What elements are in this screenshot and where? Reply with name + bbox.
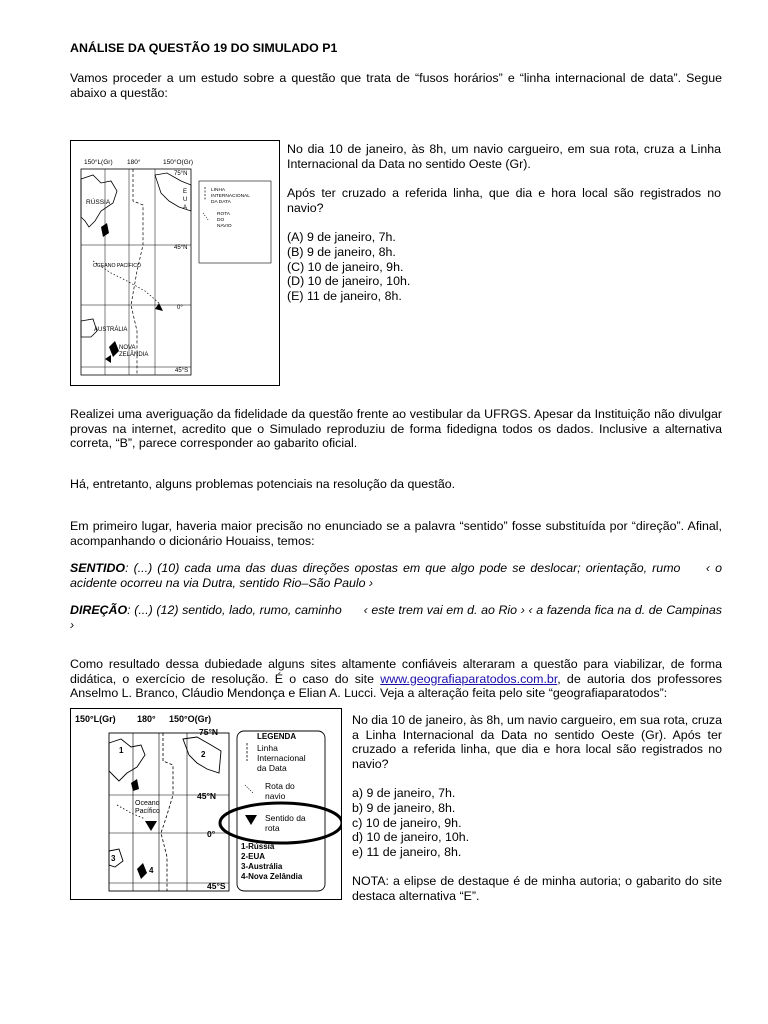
map1-lon-left: 150°L(Gr) [84, 159, 113, 166]
question2-block [352, 713, 722, 904]
question2-option-a: a) 9 de janeiro, 7h. [352, 786, 456, 801]
map2-legend-route-1: Rota do [265, 781, 295, 791]
question1-block [287, 142, 721, 303]
question2-option-e: e) 11 de janeiro, 8h. [352, 844, 462, 859]
question1-option-b: (B) 9 de janeiro, 8h. [287, 244, 396, 259]
question1-option-c: (C) 10 de janeiro, 9h. [287, 259, 404, 274]
map1-label-nz1: NOVA [119, 345, 136, 351]
map1-lat-45n: 45°N [174, 245, 188, 251]
highlight-ellipse [220, 803, 341, 843]
question2-option-d: d) 10 de janeiro, 10h. [352, 830, 470, 845]
map1-legend-route-3: NAVIO [217, 224, 232, 229]
direcao-term: DIREÇÃO [70, 603, 128, 617]
question1-options [287, 230, 721, 303]
map2-lon-left: 150°L(Gr) [75, 714, 116, 724]
map1-legend-line-1: LINHA [211, 188, 226, 193]
map1-lat-75: 75°N [174, 171, 188, 177]
map2-lon-right: 150°O(Gr) [169, 714, 212, 724]
intro-paragraph: Vamos proceder a um estudo sobre a questão que trata de “fusos horários” e “linha internacional de data”. Segue abaixo a questão: [70, 71, 722, 100]
problems-paragraph: Há, entretanto, alguns problemas potenciais na resolução da questão. [70, 477, 456, 491]
sentido-example: ‹ o acidente ocorreu na via Dutra, sentido Rio–São Paulo › [70, 561, 722, 590]
map2-lat-0: 0° [207, 829, 216, 839]
map1-label-eua-a: A [183, 205, 188, 211]
direction-legend-icon [245, 815, 257, 825]
map1-legend-route-1: ROTA [217, 212, 230, 217]
map1-lat-0: 0° [177, 305, 183, 311]
map1-lon-mid: 180° [127, 159, 141, 166]
map2-legend-line-1: Linha [257, 743, 278, 753]
pacific-map-1 [71, 141, 279, 385]
route-legend-icon [245, 785, 253, 793]
map2-legend-title: LEGENDA [257, 732, 297, 741]
map2-legend-route-2: navio [265, 791, 286, 801]
result-paragraph [70, 657, 722, 701]
sentido-term: SENTIDO [70, 561, 126, 575]
map1-label-nz2: ZELÂNDIA [119, 352, 149, 358]
map2-legend-item-4: 4-Nova Zelândia [241, 872, 303, 881]
map1-legend-route-2: DO [217, 218, 225, 223]
pacific-map-2 [71, 709, 341, 899]
map2-legend-line-2: Internacional [257, 753, 306, 763]
question1-option-a: (A) 9 de janeiro, 7h. [287, 230, 396, 245]
map2-legend-sense-1: Sentido da [265, 813, 306, 823]
map2-number-3: 3 [111, 854, 116, 863]
result-text-a: Como resultado dessa dubiedade alguns sites altamente confiáveis alteraram a questão para viabilizar, de forma didática, o exercício de resolução. É o caso do site [70, 657, 722, 686]
sentido-definition [70, 561, 722, 590]
first-point-paragraph: Em primeiro lugar, haveria maior precisão no enunciado se a palavra “sentido” fosse substituída por “direção”. Afinal, acompanhando o dicionário Houaiss, temos: [70, 519, 722, 548]
question2-stem: No dia 10 de janeiro, às 8h, um navio cargueiro, em sua rota, cruza a Linha Internacional da Data no sentido Oeste (Gr). Após ter cruzado a referida linha, que dia e hora local são registrados no navio? [352, 713, 722, 771]
direcao-example-2: ‹ a fazenda fica na d. de Campinas › [70, 603, 722, 632]
geografiaparatodos-link[interactable]: www.geografiaparatodos.com.br [380, 671, 558, 686]
question1-stem: No dia 10 de janeiro, às 8h, um navio cargueiro, em sua rota, cruza a Linha Internacional da Data no sentido Oeste (Gr). [287, 142, 721, 171]
route-legend-icon [203, 213, 209, 221]
question1-option-e: (E) 11 de janeiro, 8h. [287, 288, 402, 303]
map2-ocean-2: Pacífico [135, 808, 160, 815]
map2-lat-45n: 45°N [197, 791, 216, 801]
map1-label-australia: AUSTRÁLIA [94, 327, 128, 333]
map1-legend-line-2: INTERNACIONAL [211, 194, 250, 199]
question2-options [352, 786, 722, 859]
direcao-definition [70, 603, 722, 632]
map2-lat-45s: 45°S [207, 881, 226, 891]
map2-legend-item-3: 3-Austrália [241, 862, 283, 871]
map1-label-ocean: OCEANO PACÍFICO [93, 263, 142, 269]
map2-number-1: 1 [119, 746, 124, 755]
question1-option-d: (D) 10 de janeiro, 10h. [287, 274, 411, 289]
verification-paragraph: Realizei uma averiguação da fidelidade da questão frente ao vestibular da UFRGS. Apesar da Instituição não divulgar provas na internet, acredito que o Simulado reproduziu de forma fidedigna todos os dados. Inclusive a alternativa correta, “B”, parece corresponder ao gabarito oficial. [70, 407, 722, 451]
question2-option-c: c) 10 de janeiro, 9h. [352, 815, 462, 830]
map1-label-eua-u: U [183, 197, 188, 203]
map2-lon-mid: 180° [137, 714, 156, 724]
map2-legend-item-2: 2-EUA [241, 852, 266, 861]
map1-label-russia: RÚSSIA [86, 199, 111, 206]
question1-ask: Após ter cruzado a referida linha, que dia e hora local são registrados no navio? [287, 186, 721, 215]
map2-lat-75: 75°N [199, 727, 218, 737]
map2-ocean-1: Oceano [135, 800, 160, 807]
question2-option-b: b) 9 de janeiro, 8h. [352, 800, 456, 815]
map2-number-4: 4 [149, 866, 154, 875]
map2-legend-line-3: da Data [257, 763, 287, 773]
map2-legend-sense-2: rota [265, 823, 280, 833]
modified-question-map-figure [70, 708, 342, 900]
direcao-example-1: ‹ este trem vai em d. ao Rio › [363, 603, 525, 617]
map1-lat-45s: 45°S [175, 368, 189, 374]
ship-direction-arrow [145, 821, 157, 831]
page-title: ANÁLISE DA QUESTÃO 19 DO SIMULADO P1 [70, 41, 338, 55]
result-text-b: , de autoria dos professores Anselmo L. Branco, Cláudio Mendonça e Elian A. Lucci. Veja a alteração feita pelo site “geografiaparatodos”: [70, 671, 722, 701]
map2-legend-item-1: 1-Rússia [241, 842, 275, 851]
sentido-def: : (...) (10) cada uma das duas direções opostas em que algo pode se deslocar; orientação, rumo [125, 561, 681, 575]
map1-label-eua-e: E [183, 189, 188, 195]
question-map-figure [70, 140, 280, 386]
map1-legend-line-3: DA DATA [211, 200, 231, 205]
direcao-def: : (...) (12) sentido, lado, rumo, caminho [127, 603, 342, 617]
map2-number-2: 2 [201, 750, 206, 759]
map1-lon-right: 150°O(Gr) [163, 159, 194, 166]
author-note: NOTA: a elipse de destaque é de minha autoria; o gabarito do site destaca alternativa “E”. [352, 874, 722, 903]
